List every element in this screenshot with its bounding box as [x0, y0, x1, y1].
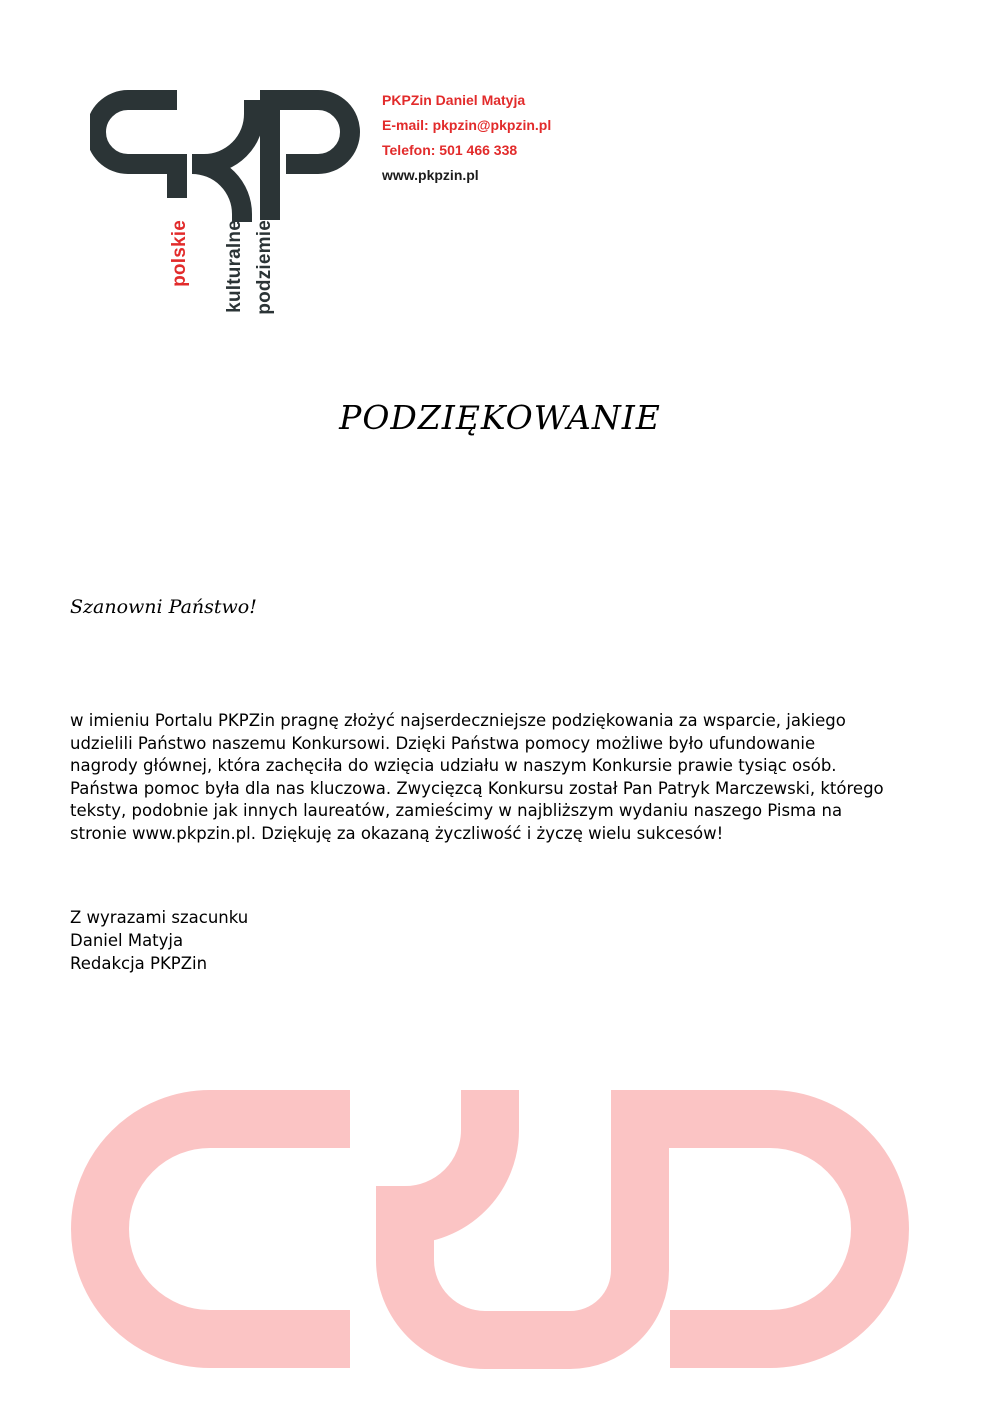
- body-line: stronie www.pkpzin.pl. Dziękuję za okazaną życzliwość i życzę wielu sukcesów!: [70, 823, 724, 843]
- body-line: udzielili Państwo naszemu Konkursowi. Dzięki Państwa pomocy możliwe było ufundowanie: [70, 733, 816, 753]
- letter-body: [70, 710, 940, 845]
- pkp-watermark: [50, 1090, 950, 1390]
- body-line: teksty, podobnie jak innych laureatów, zamieścimy w najbliższym wydaniu naszego Pisma na: [70, 801, 843, 820]
- signoff-author: Daniel Matyja: [70, 931, 184, 950]
- contact-email: E-mail: pkpzin@pkpzin.pl: [382, 117, 552, 133]
- contact-phone: Telefon: 501 466 338: [382, 142, 518, 158]
- logo-word-kulturalne: kulturalne: [224, 220, 245, 313]
- contact-block: [382, 88, 551, 188]
- pkp-watermark-graphic: [50, 1090, 950, 1390]
- letter-title: PODZIĘKOWANIE: [339, 398, 661, 437]
- contact-name: PKPZin Daniel Matyja: [382, 92, 526, 108]
- salutation: Szanowni Państwo!: [70, 596, 257, 618]
- contact-website: www.pkpzin.pl: [382, 167, 479, 183]
- body-line: nagrody głównej, która zachęciła do wzięcia udziału w naszym Konkursie prawie tysiąc osób.: [70, 756, 837, 775]
- logo-word-podziemie: podziemie: [254, 220, 275, 315]
- body-line: Państwa pomoc była dla nas kluczowa. Zwycięzcą Konkursu został Pan Patryk Marczewski, którego: [70, 778, 884, 798]
- signoff: [70, 906, 248, 975]
- pkp-logo: [90, 80, 365, 320]
- body-line: w imieniu Portalu PKPZin pragnę złożyć najserdeczniejsze podziękowania za wsparcie, jakiego: [70, 711, 846, 730]
- logo-word-polskie: polskie: [169, 220, 190, 287]
- signoff-organization: Redakcja PKPZin: [70, 954, 208, 973]
- signoff-closing: Z wyrazami szacunku: [70, 908, 249, 927]
